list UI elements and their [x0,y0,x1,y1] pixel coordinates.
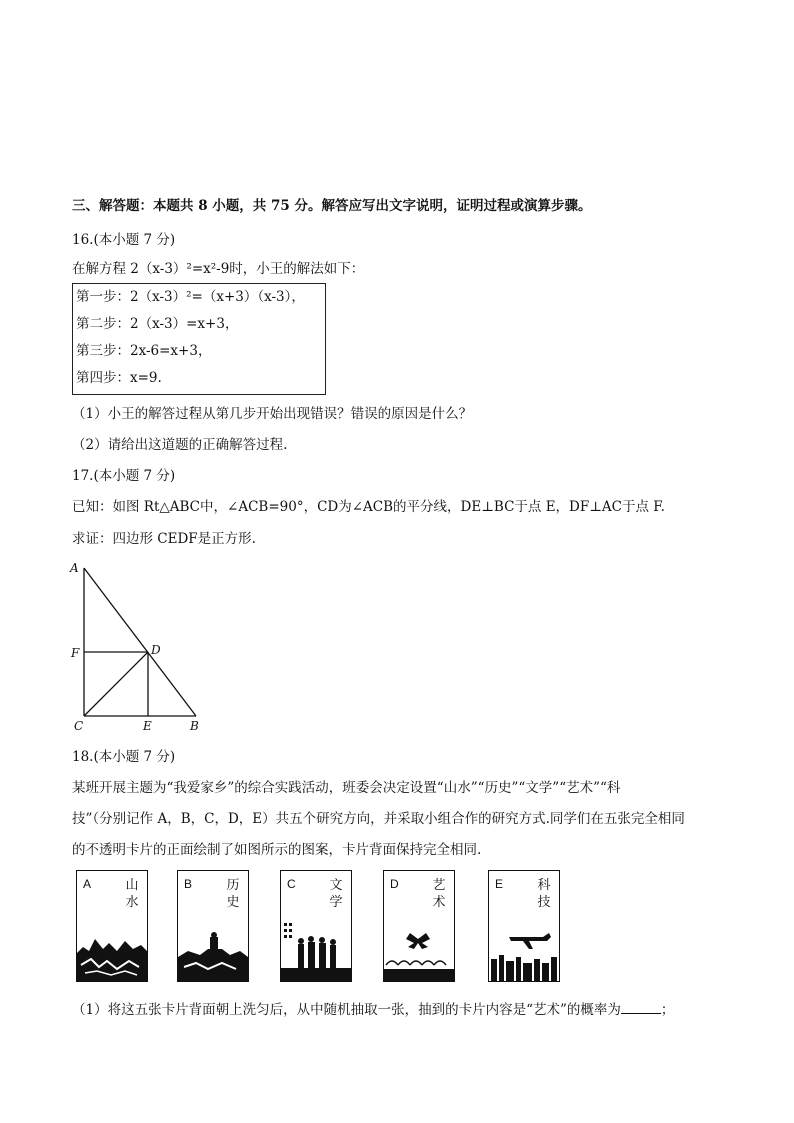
card-letter: A [83,877,92,891]
card-text: 文学 [329,878,343,910]
q18-sub1-end: ； [660,1002,675,1018]
q18-sub1 [72,1000,674,1019]
section-header: 三、解答题：本题共 8 小题，共 75 分。解答应写出文字说明，证明过程或演算步骤。 [72,198,592,214]
landscape-icon [77,931,147,981]
card-letter: E [495,877,504,891]
airplane-city-icon [489,929,559,981]
monument-icon [178,931,248,981]
label-b: B [190,719,199,733]
q17-prove: 求证：四边形 CEDF是正方形. [72,531,256,547]
q18-sub1-text: （1）将这五张卡片背面朝上洗匀后，从中随机抽取一张，抽到的卡片内容是“艺术”的概率为 [72,1002,621,1018]
q16-intro: 在解方程 2（x-3）²=x²-9时，小王的解法如下： [72,261,365,277]
card-e [488,870,560,982]
q16-step-3: 第三步：2x-6=x+3， [76,343,212,359]
label-f: F [71,646,80,660]
q18-title: 18.(本小题 7 分) [72,749,176,765]
label-a: A [70,561,79,575]
label-c: C [74,719,84,733]
q17-title: 17.(本小题 7 分) [72,468,176,484]
q18-line-2: 技”（分别记作 A，B，C，D，E）共五个研究方向，并采取小组合作的研究方式.同学们在五张完全相同 [72,811,685,827]
side-ab [84,568,196,716]
butterfly-icon [384,931,454,981]
card-d [383,870,455,982]
card-text: 历史 [226,878,240,910]
q17-given: 已知：如图 Rt△ABC中，∠ACB=90°，CD为∠ACB的平分线，DE⊥BC于点 E，DF⊥AC于点 F. [72,499,665,515]
card-text: 科技 [537,878,551,910]
q16-step-1: 第一步：2（x-3）²=（x+3）（x-3）， [76,289,305,305]
triangle-figure [68,560,208,736]
card-c [280,870,352,982]
q16-title: 16.(本小题 7 分) [72,232,176,248]
card-b [177,870,249,982]
card-a [76,870,148,982]
label-d: D [151,643,161,657]
answer-blank[interactable] [621,1000,661,1014]
q18-line-3: 的不透明卡片的正面绘制了如图所示的图案，卡片背面保持完全相同. [72,842,482,858]
q18-line-1: 某班开展主题为“我爱家乡”的综合实践活动，班委会决定设置“山水”“历史”“文学”“艺术”“科 [72,780,621,796]
q16-step-4: 第四步：x=9. [76,370,162,386]
q16-step-2: 第二步：2（x-3）=x+3， [76,316,239,332]
card-text: 艺术 [432,878,446,910]
label-e: E [143,719,152,733]
q16-sub1: （1）小王的解答过程从第几步开始出现错误？错误的原因是什么？ [72,406,473,422]
segment-cd [84,652,148,716]
card-text: 山水 [125,878,139,910]
q16-sub2: （2）请给出这道题的正确解答过程. [72,437,288,453]
q16-steps-box [72,283,326,395]
people-icon [281,919,351,981]
card-letter: D [390,877,399,891]
card-letter: B [184,877,193,891]
card-letter: C [287,877,296,891]
